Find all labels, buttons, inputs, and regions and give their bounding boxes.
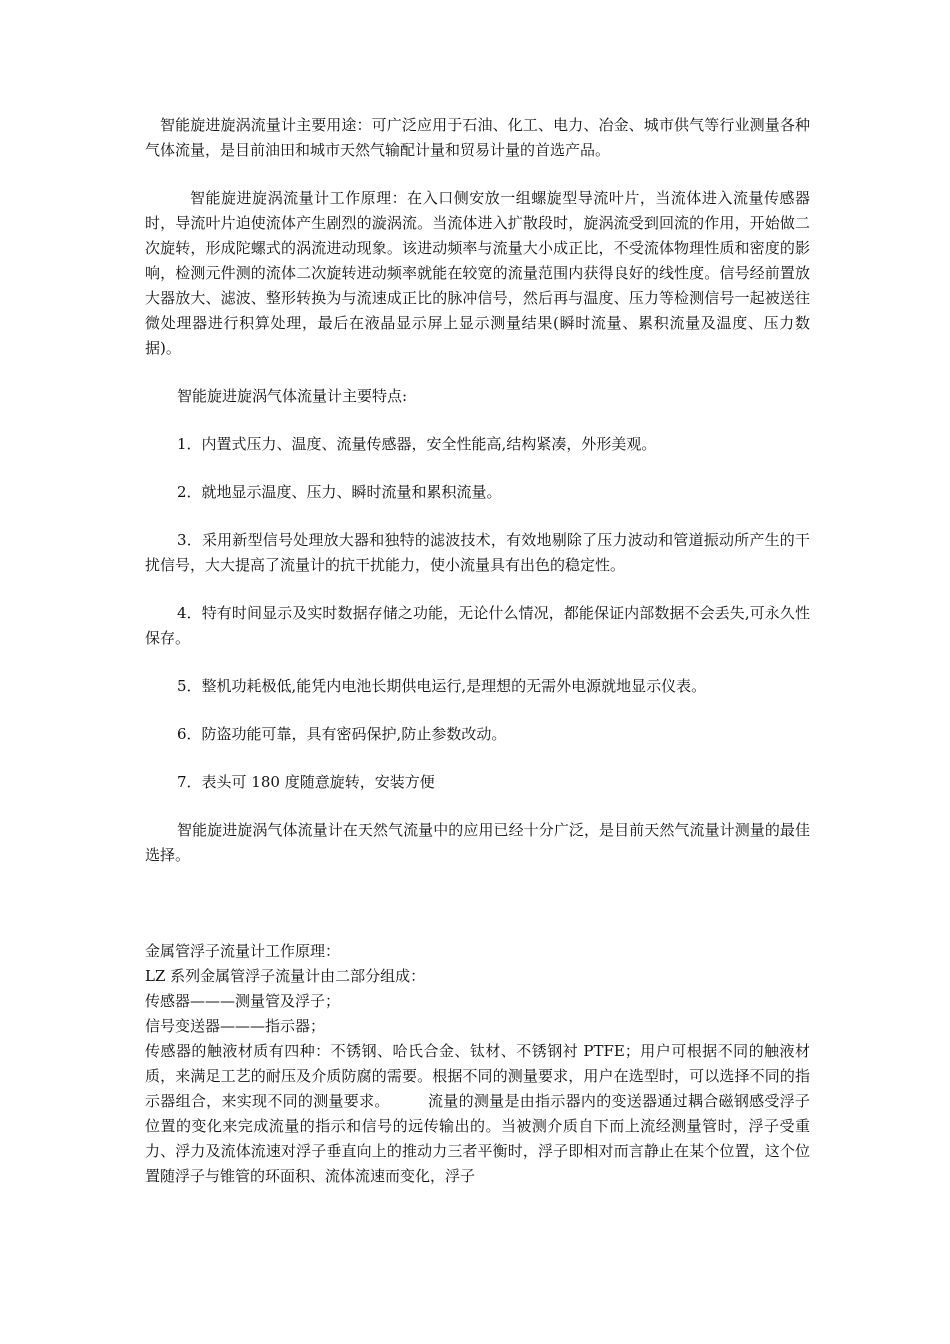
- feature-item-7: 7．表头可 180 度随意旋转，安装方便: [177, 773, 435, 791]
- feature-item-6: 6．防盗功能可靠，具有密码保护,防止参数改动。: [177, 725, 507, 743]
- feature-item-5: 5．整机功耗极低,能凭内电池长期供电运行,是理想的无需外电源就地显示仪表。: [177, 677, 707, 695]
- feature-item-3: 3．采用新型信号处理放大器和独特的滤波技术，有效地剔除了压力波动和管道振动所产生的干扰信号，大大提高了流量计的抗干扰能力，使小流量具有出色的稳定性。: [145, 531, 810, 574]
- rotameter-part-sensor: 传感器———测量管及浮子；: [145, 992, 341, 1010]
- feature-item-1: 1．内置式压力、温度、流量传感器，安全性能高,结构紧凑，外形美观。: [177, 435, 657, 453]
- rotameter-heading: 金属管浮子流量计工作原理：: [145, 942, 341, 960]
- rotameter-part-transmitter: 信号变送器———指示器；: [145, 1017, 326, 1035]
- rotameter-composition-line: LZ 系列金属管浮子流量计由二部分组成：: [145, 967, 426, 985]
- document-body: [145, 113, 810, 1189]
- vortex-conclusion-paragraph: 智能旋进旋涡气体流量计在天然气流量中的应用已经十分广泛，是目前天然气流量计测量的最佳选择。: [145, 821, 810, 864]
- vortex-usage-paragraph: 智能旋进旋涡流量计主要用途：可广泛应用于石油、化工、电力、冶金、城市供气等行业测量各种气体流量，是目前油田和城市天然气输配计量和贸易计量的首选产品。: [145, 116, 810, 159]
- feature-item-2: 2．就地显示温度、压力、瞬时流量和累积流量。: [177, 483, 502, 501]
- vortex-principle-paragraph: 智能旋进旋涡流量计工作原理：在入口侧安放一组螺旋型导流叶片，当流体进入流量传感器时，导流叶片迫使流体产生剧烈的漩涡流。当流体进入扩散段时，旋涡流受到回流的作用，开始做二次旋转，形成陀螺式的涡流进动现象。该进动频率与流量大小成正比，不受流体物理性质和密度的影响，检测元件测的流体二次旋转进动频率就能在较宽的流量范围内获得良好的线性度。信号经前置放大器放大、滤波、整形转换为与流速成正比的脉冲信号，然后再与温度、压力等检测信号一起被送往微处理器进行积算处理，最后在液晶显示屏上显示测量结果(瞬时流量、累积流量及温度、压力数据)。: [145, 189, 810, 357]
- feature-item-4: 4．特有时间显示及实时数据存储之功能，无论什么情况，都能保证内部数据不会丢失,可永久性保存。: [145, 604, 810, 647]
- vortex-features-heading: 智能旋进旋涡气体流量计主要特点:: [177, 387, 408, 405]
- rotameter-body-paragraph: 传感器的触液材质有四种：不锈钢、哈氏合金、钛材、不锈钢衬 PTFE；用户可根据不同的触液材质，来满足工艺的耐压及介质防腐的需要。根据不同的测量要求，用户在选型时，可以选择不同的指示器组合，来实现不同的测量要求。 流量的测量是由指示器内的变送器通过耦合磁钢感受浮子位置的变化来完成流量的指示和信号的远传输出的。当被测介质自下而上流经测量管时，浮子受重力、浮力及流体流速对浮子垂直向上的推动力三者平衡时，浮子即相对而言静止在某个位置，这个位置随浮子与锥管的环面积、流体流速而变化，浮子: [145, 1042, 810, 1185]
